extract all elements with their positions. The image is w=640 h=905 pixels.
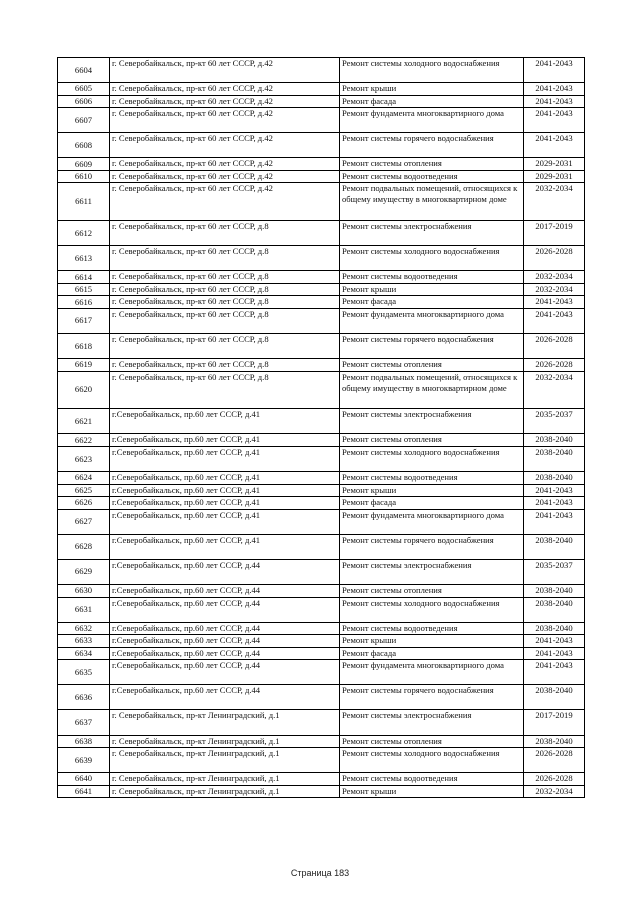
address-cell: г. Северобайкальск, пр-кт 60 лет СССР, д.8	[110, 246, 340, 271]
work-type-cell: Ремонт фундамента многоквартирного дома	[340, 108, 524, 133]
period-cell: 2041-2043	[524, 647, 585, 660]
period-cell: 2041-2043	[524, 83, 585, 96]
address-cell: г.Северобайкальск, пр.60 лет СССР, д.41	[110, 509, 340, 534]
table-row	[58, 409, 585, 434]
table-row	[58, 660, 585, 685]
work-type-cell: Ремонт системы отопления	[340, 434, 524, 447]
work-type-cell: Ремонт крыши	[340, 635, 524, 648]
period-cell: 2041-2043	[524, 660, 585, 685]
address-cell: г. Северобайкальск, пр-кт 60 лет СССР, д.42	[110, 108, 340, 133]
address-cell: г. Северобайкальск, пр-кт 60 лет СССР, д.42	[110, 158, 340, 171]
address-cell: г. Северобайкальск, пр-кт 60 лет СССР, д.42	[110, 183, 340, 221]
period-cell: 2041-2043	[524, 108, 585, 133]
period-cell: 2038-2040	[524, 472, 585, 485]
address-cell: г.Северобайкальск, пр.60 лет СССР, д.41	[110, 472, 340, 485]
row-number: 6627	[58, 509, 110, 534]
table-row	[58, 597, 585, 622]
row-number: 6615	[58, 283, 110, 296]
table-row	[58, 246, 585, 271]
row-number: 6614	[58, 271, 110, 284]
period-cell: 2041-2043	[524, 484, 585, 497]
address-cell: г.Северобайкальск, пр.60 лет СССР, д.44	[110, 635, 340, 648]
period-cell: 2041-2043	[524, 635, 585, 648]
work-type-cell: Ремонт системы отопления	[340, 584, 524, 597]
row-number: 6641	[58, 785, 110, 798]
period-cell: 2032-2034	[524, 371, 585, 409]
period-cell: 2041-2043	[524, 58, 585, 83]
row-number: 6632	[58, 622, 110, 635]
address-cell: г. Северобайкальск, пр-кт 60 лет СССР, д.8	[110, 296, 340, 309]
row-number: 6620	[58, 371, 110, 409]
row-number: 6604	[58, 58, 110, 83]
row-number: 6624	[58, 472, 110, 485]
address-cell: г.Северобайкальск, пр.60 лет СССР, д.44	[110, 685, 340, 710]
address-cell: г. Северобайкальск, пр-кт Ленинградский, д.1	[110, 785, 340, 798]
work-type-cell: Ремонт системы отопления	[340, 735, 524, 748]
table-row	[58, 221, 585, 246]
period-cell: 2035-2037	[524, 409, 585, 434]
row-number: 6635	[58, 660, 110, 685]
table-row	[58, 283, 585, 296]
row-number: 6612	[58, 221, 110, 246]
address-cell: г. Северобайкальск, пр-кт 60 лет СССР, д.42	[110, 58, 340, 83]
address-cell: г. Северобайкальск, пр-кт 60 лет СССР, д.8	[110, 283, 340, 296]
table-row	[58, 108, 585, 133]
table-row	[58, 334, 585, 359]
period-cell: 2026-2028	[524, 359, 585, 372]
period-cell: 2038-2040	[524, 622, 585, 635]
table-row	[58, 635, 585, 648]
row-number: 6618	[58, 334, 110, 359]
work-type-cell: Ремонт фундамента многоквартирного дома	[340, 308, 524, 333]
period-cell: 2038-2040	[524, 534, 585, 559]
row-number: 6613	[58, 246, 110, 271]
address-cell: г.Северобайкальск, пр.60 лет СССР, д.41	[110, 434, 340, 447]
period-cell: 2026-2028	[524, 773, 585, 786]
period-cell: 2032-2034	[524, 283, 585, 296]
address-cell: г. Северобайкальск, пр-кт Ленинградский, д.1	[110, 710, 340, 735]
table-row	[58, 647, 585, 660]
period-cell: 2041-2043	[524, 296, 585, 309]
address-cell: г.Северобайкальск, пр.60 лет СССР, д.41	[110, 409, 340, 434]
work-type-cell: Ремонт системы водоотведения	[340, 773, 524, 786]
period-cell: 2032-2034	[524, 183, 585, 221]
work-type-cell: Ремонт системы холодного водоснабжения	[340, 58, 524, 83]
address-cell: г. Северобайкальск, пр-кт 60 лет СССР, д.8	[110, 334, 340, 359]
row-number: 6623	[58, 446, 110, 471]
period-cell: 2041-2043	[524, 308, 585, 333]
table-row	[58, 622, 585, 635]
address-cell: г. Северобайкальск, пр-кт 60 лет СССР, д.42	[110, 133, 340, 158]
table-row	[58, 484, 585, 497]
row-number: 6625	[58, 484, 110, 497]
work-type-cell: Ремонт крыши	[340, 785, 524, 798]
period-cell: 2026-2028	[524, 748, 585, 773]
period-cell: 2041-2043	[524, 497, 585, 510]
table-row	[58, 685, 585, 710]
table-row	[58, 446, 585, 471]
period-cell: 2038-2040	[524, 735, 585, 748]
work-type-cell: Ремонт системы водоотведения	[340, 622, 524, 635]
work-type-cell: Ремонт крыши	[340, 83, 524, 96]
table-row	[58, 133, 585, 158]
table-row	[58, 559, 585, 584]
page-number: Страница 183	[290, 868, 350, 878]
work-type-cell: Ремонт системы холодного водоснабжения	[340, 597, 524, 622]
table-row	[58, 296, 585, 309]
period-cell: 2038-2040	[524, 685, 585, 710]
period-cell: 2038-2040	[524, 434, 585, 447]
period-cell: 2035-2037	[524, 559, 585, 584]
row-number: 6609	[58, 158, 110, 171]
work-type-cell: Ремонт подвальных помещений, относящихся к общему имуществу в многоквартирном доме	[340, 371, 524, 409]
table-row	[58, 95, 585, 108]
row-number: 6628	[58, 534, 110, 559]
table-row	[58, 271, 585, 284]
address-cell: г.Северобайкальск, пр.60 лет СССР, д.44	[110, 559, 340, 584]
address-cell: г.Северобайкальск, пр.60 лет СССР, д.41	[110, 497, 340, 510]
address-cell: г. Северобайкальск, пр-кт Ленинградский, д.1	[110, 735, 340, 748]
work-type-cell: Ремонт системы горячего водоснабжения	[340, 334, 524, 359]
work-type-cell: Ремонт системы водоотведения	[340, 472, 524, 485]
row-number: 6619	[58, 359, 110, 372]
period-cell: 2041-2043	[524, 509, 585, 534]
work-type-cell: Ремонт системы холодного водоснабжения	[340, 748, 524, 773]
table-row	[58, 735, 585, 748]
table-row	[58, 748, 585, 773]
row-number: 6607	[58, 108, 110, 133]
row-number: 6621	[58, 409, 110, 434]
work-type-cell: Ремонт крыши	[340, 484, 524, 497]
address-cell: г.Северобайкальск, пр.60 лет СССР, д.44	[110, 584, 340, 597]
period-cell: 2017-2019	[524, 710, 585, 735]
row-number: 6631	[58, 597, 110, 622]
work-type-cell: Ремонт системы электроснабжения	[340, 409, 524, 434]
address-cell: г. Северобайкальск, пр-кт 60 лет СССР, д.42	[110, 83, 340, 96]
work-type-cell: Ремонт системы холодного водоснабжения	[340, 446, 524, 471]
period-cell: 2029-2031	[524, 170, 585, 183]
period-cell: 2017-2019	[524, 221, 585, 246]
table-row	[58, 785, 585, 798]
table-body	[58, 58, 585, 798]
address-cell: г. Северобайкальск, пр-кт 60 лет СССР, д.42	[110, 170, 340, 183]
address-cell: г. Северобайкальск, пр-кт 60 лет СССР, д.8	[110, 221, 340, 246]
row-number: 6617	[58, 308, 110, 333]
work-type-cell: Ремонт системы отопления	[340, 158, 524, 171]
row-number: 6638	[58, 735, 110, 748]
table-row	[58, 158, 585, 171]
table-row	[58, 534, 585, 559]
table-row	[58, 170, 585, 183]
row-number: 6634	[58, 647, 110, 660]
work-type-cell: Ремонт фасада	[340, 647, 524, 660]
row-number: 6639	[58, 748, 110, 773]
table-row	[58, 83, 585, 96]
period-cell: 2029-2031	[524, 158, 585, 171]
period-cell: 2032-2034	[524, 785, 585, 798]
work-type-cell: Ремонт системы холодного водоснабжения	[340, 246, 524, 271]
work-type-cell: Ремонт системы горячего водоснабжения	[340, 685, 524, 710]
row-number: 6610	[58, 170, 110, 183]
address-cell: г.Северобайкальск, пр.60 лет СССР, д.41	[110, 534, 340, 559]
row-number: 6637	[58, 710, 110, 735]
table-row	[58, 710, 585, 735]
row-number: 6626	[58, 497, 110, 510]
period-cell: 2038-2040	[524, 446, 585, 471]
period-cell: 2038-2040	[524, 597, 585, 622]
address-cell: г.Северобайкальск, пр.60 лет СССР, д.44	[110, 597, 340, 622]
address-cell: г. Северобайкальск, пр-кт 60 лет СССР, д.8	[110, 371, 340, 409]
table-row	[58, 434, 585, 447]
address-cell: г.Северобайкальск, пр.60 лет СССР, д.41	[110, 484, 340, 497]
row-number: 6630	[58, 584, 110, 597]
table-row	[58, 183, 585, 221]
period-cell: 2032-2034	[524, 271, 585, 284]
address-cell: г. Северобайкальск, пр-кт Ленинградский, д.1	[110, 773, 340, 786]
period-cell: 2026-2028	[524, 246, 585, 271]
address-cell: г. Северобайкальск, пр-кт 60 лет СССР, д.8	[110, 359, 340, 372]
work-type-cell: Ремонт фасада	[340, 95, 524, 108]
table-row	[58, 584, 585, 597]
row-number: 6608	[58, 133, 110, 158]
work-type-cell: Ремонт фундамента многоквартирного дома	[340, 509, 524, 534]
address-cell: г.Северобайкальск, пр.60 лет СССР, д.44	[110, 622, 340, 635]
table-row	[58, 509, 585, 534]
row-number: 6605	[58, 83, 110, 96]
row-number: 6636	[58, 685, 110, 710]
period-cell: 2041-2043	[524, 133, 585, 158]
work-type-cell: Ремонт крыши	[340, 283, 524, 296]
work-type-cell: Ремонт системы электроснабжения	[340, 559, 524, 584]
table-row	[58, 773, 585, 786]
address-cell: г. Северобайкальск, пр-кт Ленинградский, д.1	[110, 748, 340, 773]
address-cell: г. Северобайкальск, пр-кт 60 лет СССР, д.42	[110, 95, 340, 108]
work-type-cell: Ремонт системы электроснабжения	[340, 221, 524, 246]
repair-schedule-table	[57, 57, 585, 798]
table-row	[58, 472, 585, 485]
table-row	[58, 58, 585, 83]
work-type-cell: Ремонт системы водоотведения	[340, 170, 524, 183]
address-cell: г.Северобайкальск, пр.60 лет СССР, д.41	[110, 446, 340, 471]
row-number: 6606	[58, 95, 110, 108]
row-number: 6616	[58, 296, 110, 309]
address-cell: г.Северобайкальск, пр.60 лет СССР, д.44	[110, 647, 340, 660]
work-type-cell: Ремонт фасада	[340, 497, 524, 510]
work-type-cell: Ремонт фундамента многоквартирного дома	[340, 660, 524, 685]
row-number: 6622	[58, 434, 110, 447]
work-type-cell: Ремонт подвальных помещений, относящихся к общему имуществу в многоквартирном доме	[340, 183, 524, 221]
work-type-cell: Ремонт системы водоотведения	[340, 271, 524, 284]
row-number: 6640	[58, 773, 110, 786]
table-row	[58, 497, 585, 510]
address-cell: г.Северобайкальск, пр.60 лет СССР, д.44	[110, 660, 340, 685]
table-row	[58, 359, 585, 372]
row-number: 6633	[58, 635, 110, 648]
work-type-cell: Ремонт системы горячего водоснабжения	[340, 534, 524, 559]
work-type-cell: Ремонт системы электроснабжения	[340, 710, 524, 735]
work-type-cell: Ремонт системы горячего водоснабжения	[340, 133, 524, 158]
work-type-cell: Ремонт системы отопления	[340, 359, 524, 372]
period-cell: 2038-2040	[524, 584, 585, 597]
work-type-cell: Ремонт фасада	[340, 296, 524, 309]
period-cell: 2026-2028	[524, 334, 585, 359]
row-number: 6629	[58, 559, 110, 584]
table-row	[58, 371, 585, 409]
row-number: 6611	[58, 183, 110, 221]
period-cell: 2041-2043	[524, 95, 585, 108]
address-cell: г. Северобайкальск, пр-кт 60 лет СССР, д.8	[110, 271, 340, 284]
address-cell: г. Северобайкальск, пр-кт 60 лет СССР, д.8	[110, 308, 340, 333]
table-row	[58, 308, 585, 333]
